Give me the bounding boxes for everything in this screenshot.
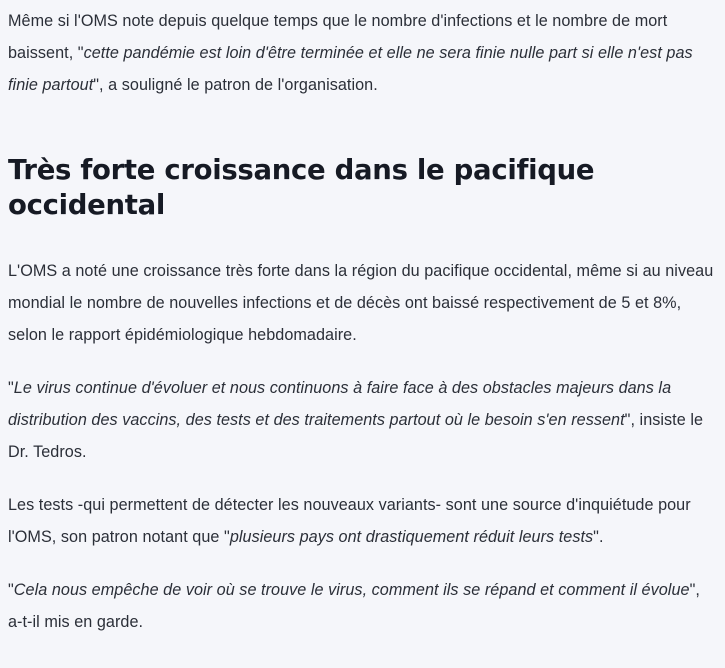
- paragraph-5-open-quote: ": [8, 581, 14, 599]
- paragraph-1-text: Même si l'OMS note depuis quelque temps que le nombre d'infections et le nombre de mort baissent, ": [8, 12, 668, 62]
- paragraph-3: [8, 351, 717, 468]
- paragraph-1-quote: cette pandémie est loin d'être terminée et elle ne sera finie nulle part si elle n'est pas finie partout: [8, 44, 693, 94]
- paragraph-1-tail: ", a souligné le patron de l'organisation.: [93, 76, 378, 94]
- paragraph-4: [8, 468, 717, 553]
- paragraph-1: [8, 0, 717, 101]
- paragraph-5: [8, 553, 717, 638]
- paragraph-4-text: Les tests -qui permettent de détecter les nouveaux variants- sont une source d'inquiétude pour l'OMS, son patron notant que ": [8, 496, 691, 546]
- section-heading: Très forte croissance dans le pacifique occidental: [8, 154, 595, 221]
- paragraph-3-quote: Le virus continue d'évoluer et nous continuons à faire face à des obstacles majeurs dans la distribution des vaccins, des tests et des traitements partout où le besoin s'en ressent: [8, 379, 672, 429]
- paragraph-3-tail: ", insiste le Dr. Tedros.: [8, 411, 704, 461]
- paragraph-3-open-quote: ": [8, 379, 14, 397]
- paragraph-5-quote: Cela nous empêche de voir où se trouve le virus, comment ils se répand et comment il évolue: [13, 581, 690, 599]
- paragraph-5-tail: ", a-t-il mis en garde.: [8, 581, 700, 631]
- paragraph-2: L'OMS a noté une croissance très forte dans la région du pacifique occidental, même si au niveau mondial le nombre de nouvelles infections et de décès ont baissé respectivement de 5 et 8%, selon le rapport épidémiologique hebdomadaire.: [8, 262, 714, 344]
- paragraph-4-quote: plusieurs pays ont drastiquement réduit leurs tests: [229, 528, 594, 546]
- paragraph-4-tail: ".: [593, 528, 604, 546]
